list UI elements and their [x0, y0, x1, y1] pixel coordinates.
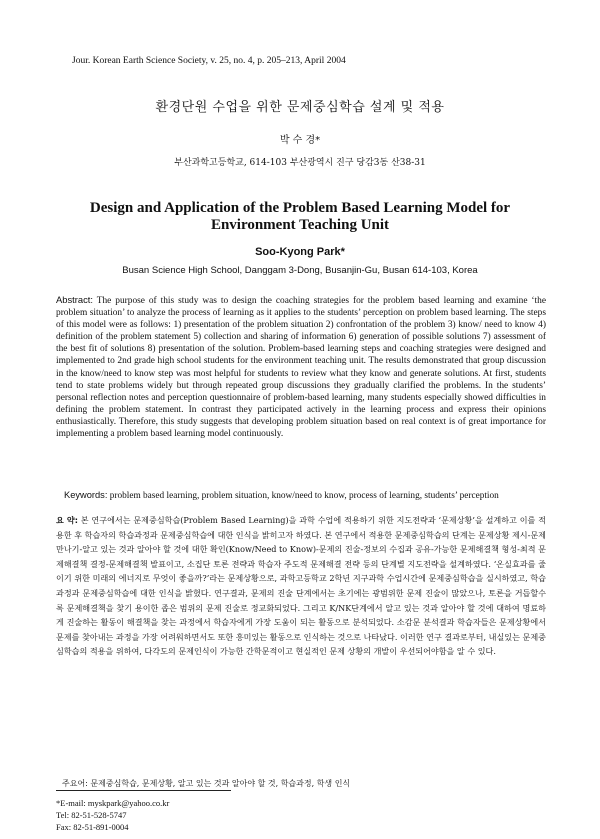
- keywords-label: Keywords:: [64, 490, 108, 500]
- korean-abstract-text: 본 연구에서는 문제중심학습(Problem Based Learning)을 과학 수업에 적용하기 위한 지도전략과 ‘문제상황’을 설계하고 이를 적용한 후 학습자의 학습과정과 문제중심학습에 대한 인식을 밝히고자 하였다. 본 연구에서 적용한 문제중심학습의 단계는 문제상황 제시-문제 만나기-알고 있는 것과 알아야 할 것에 대한 확인(Know/Need to Know)-문제의 진술-정보의 수집과 공유-가능한 문제해결책 형성-최적 문제해결책 결정-문제해결책 발표이고, 소집단 토론 전략과 학습자 주도적 문제해결 전략 등의 단계별 지도전략을 설계하였다. ‘온실효과를 줄이기 위한 미래의 에너지로 무엇이 좋을까?’라는 문제상황으로, 과학고등학교 2학년 지구과학 수업시간에 문제중심학습을 실시하였고, 학습과정과 문제중심학습에 대한 인식을 밝혔다. 연구결과, 문제의 진술 단계에서는 초기에는 광범위한 문제 진술이 많았으나, 토론을 거듭할수록 문제해결책을 찾기 용이한 좁은 범위의 문제 진술로 정교화되었다. 그리고 K/NK단계에서 알고 있는 것과 알아야 할 것에 대하여 명료하게 진술하는 활동이 해결책을 찾는 과정에서 학습자에게 가장 도움이 되는 활동으로 분석되었다. 소감문 분석결과 학습자들은 문제상황에서 문제를 찾아내는 과정을 가장 어려워하면서도 또한 흥미있는 활동으로 인식하는 것으로 나타났다. 이러한 연구 결과로부터, 내실있는 문제중심학습의 적용을 위하여, 다각도의 문제인식이 가능한 간학문적이고 현실적인 문제 상황의 개발이 우선되어야함을 알 수 있다.: [56, 515, 546, 657]
- abstract-label: Abstract:: [56, 294, 93, 305]
- footnotes: [56, 797, 169, 833]
- korean-abstract: [56, 513, 546, 659]
- footnote-email: *E-mail: myskpark@yahoo.co.kr: [56, 798, 170, 808]
- journal-citation: Jour. Korean Earth Science Society, v. 25, no. 4, p. 205–213, April 2004: [72, 56, 346, 66]
- english-affiliation: Busan Science High School, Danggam 3-Dong, Busanjin-Gu, Busan 614-103, Korea: [122, 265, 478, 276]
- footnote-fax: Fax: 82-51-891-0004: [56, 822, 129, 832]
- footnote-divider: [56, 790, 231, 791]
- abstract-text: The purpose of this study was to design the coaching strategies for the problem based learning and examine ‘the problem situation’ to analyze the process of learning as it applies to the students’ perception on problem based learning. The steps of this model were as follows: 1) presentation of the problem situation 2) confrontation of the problem 3) know/ need to know 4) definition of the problem statement 5) collection and sharing of information 6) generation of possible solutions 7) assessment of the best fit of solutions 8) presentation of the solution. Problem-based learning steps and coaching strategies were designed and implemented to 2nd grade high school students for the environment teaching unit. The results demonstrated that group discussion in the know/need to know step was most helpful for students to review what they know and generate solutions. At first, students tend to state problems widely but through repeated group discussions they gradually clarified the problems. In the students’ personal reflection notes and perception questionnaire of problem-based learning, many students especially showed difficulties in defining the problem statement. In contrast they participated actively in the learning process and express their opinions enthusiastically. Therefore, this study suggests that developing problem situation based on real context is of great importance for implementing a problem based learning model continuously.: [56, 296, 546, 440]
- english-title: Design and Application of the Problem Based Learning Model for Environment Teaching Unit: [89, 200, 511, 233]
- korean-title: 환경단원 수업을 위한 문제중심학습 설계 및 적용: [155, 100, 445, 115]
- footnote-tel: Tel: 82-51-528-5747: [56, 810, 127, 820]
- english-abstract: [56, 294, 546, 440]
- keywords-text: problem based learning, problem situation, know/need to know, process of learning, students’ perception: [107, 491, 499, 501]
- korean-keywords-label: 주요어:: [62, 779, 88, 788]
- korean-abstract-label: 요 약:: [56, 515, 78, 525]
- korean-affiliation: 부산과학고등학교, 614-103 부산광역시 진구 당감3동 산38-31: [174, 158, 426, 168]
- english-keywords: [64, 490, 546, 501]
- korean-author: 박 수 경*: [279, 135, 321, 146]
- korean-keywords-text: 문제중심학습, 문제상황, 알고 있는 것과 알아야 할 것, 학습과정, 학생 인식: [87, 779, 351, 788]
- english-author: Soo-Kyong Park*: [255, 246, 345, 258]
- korean-keywords: [62, 778, 544, 789]
